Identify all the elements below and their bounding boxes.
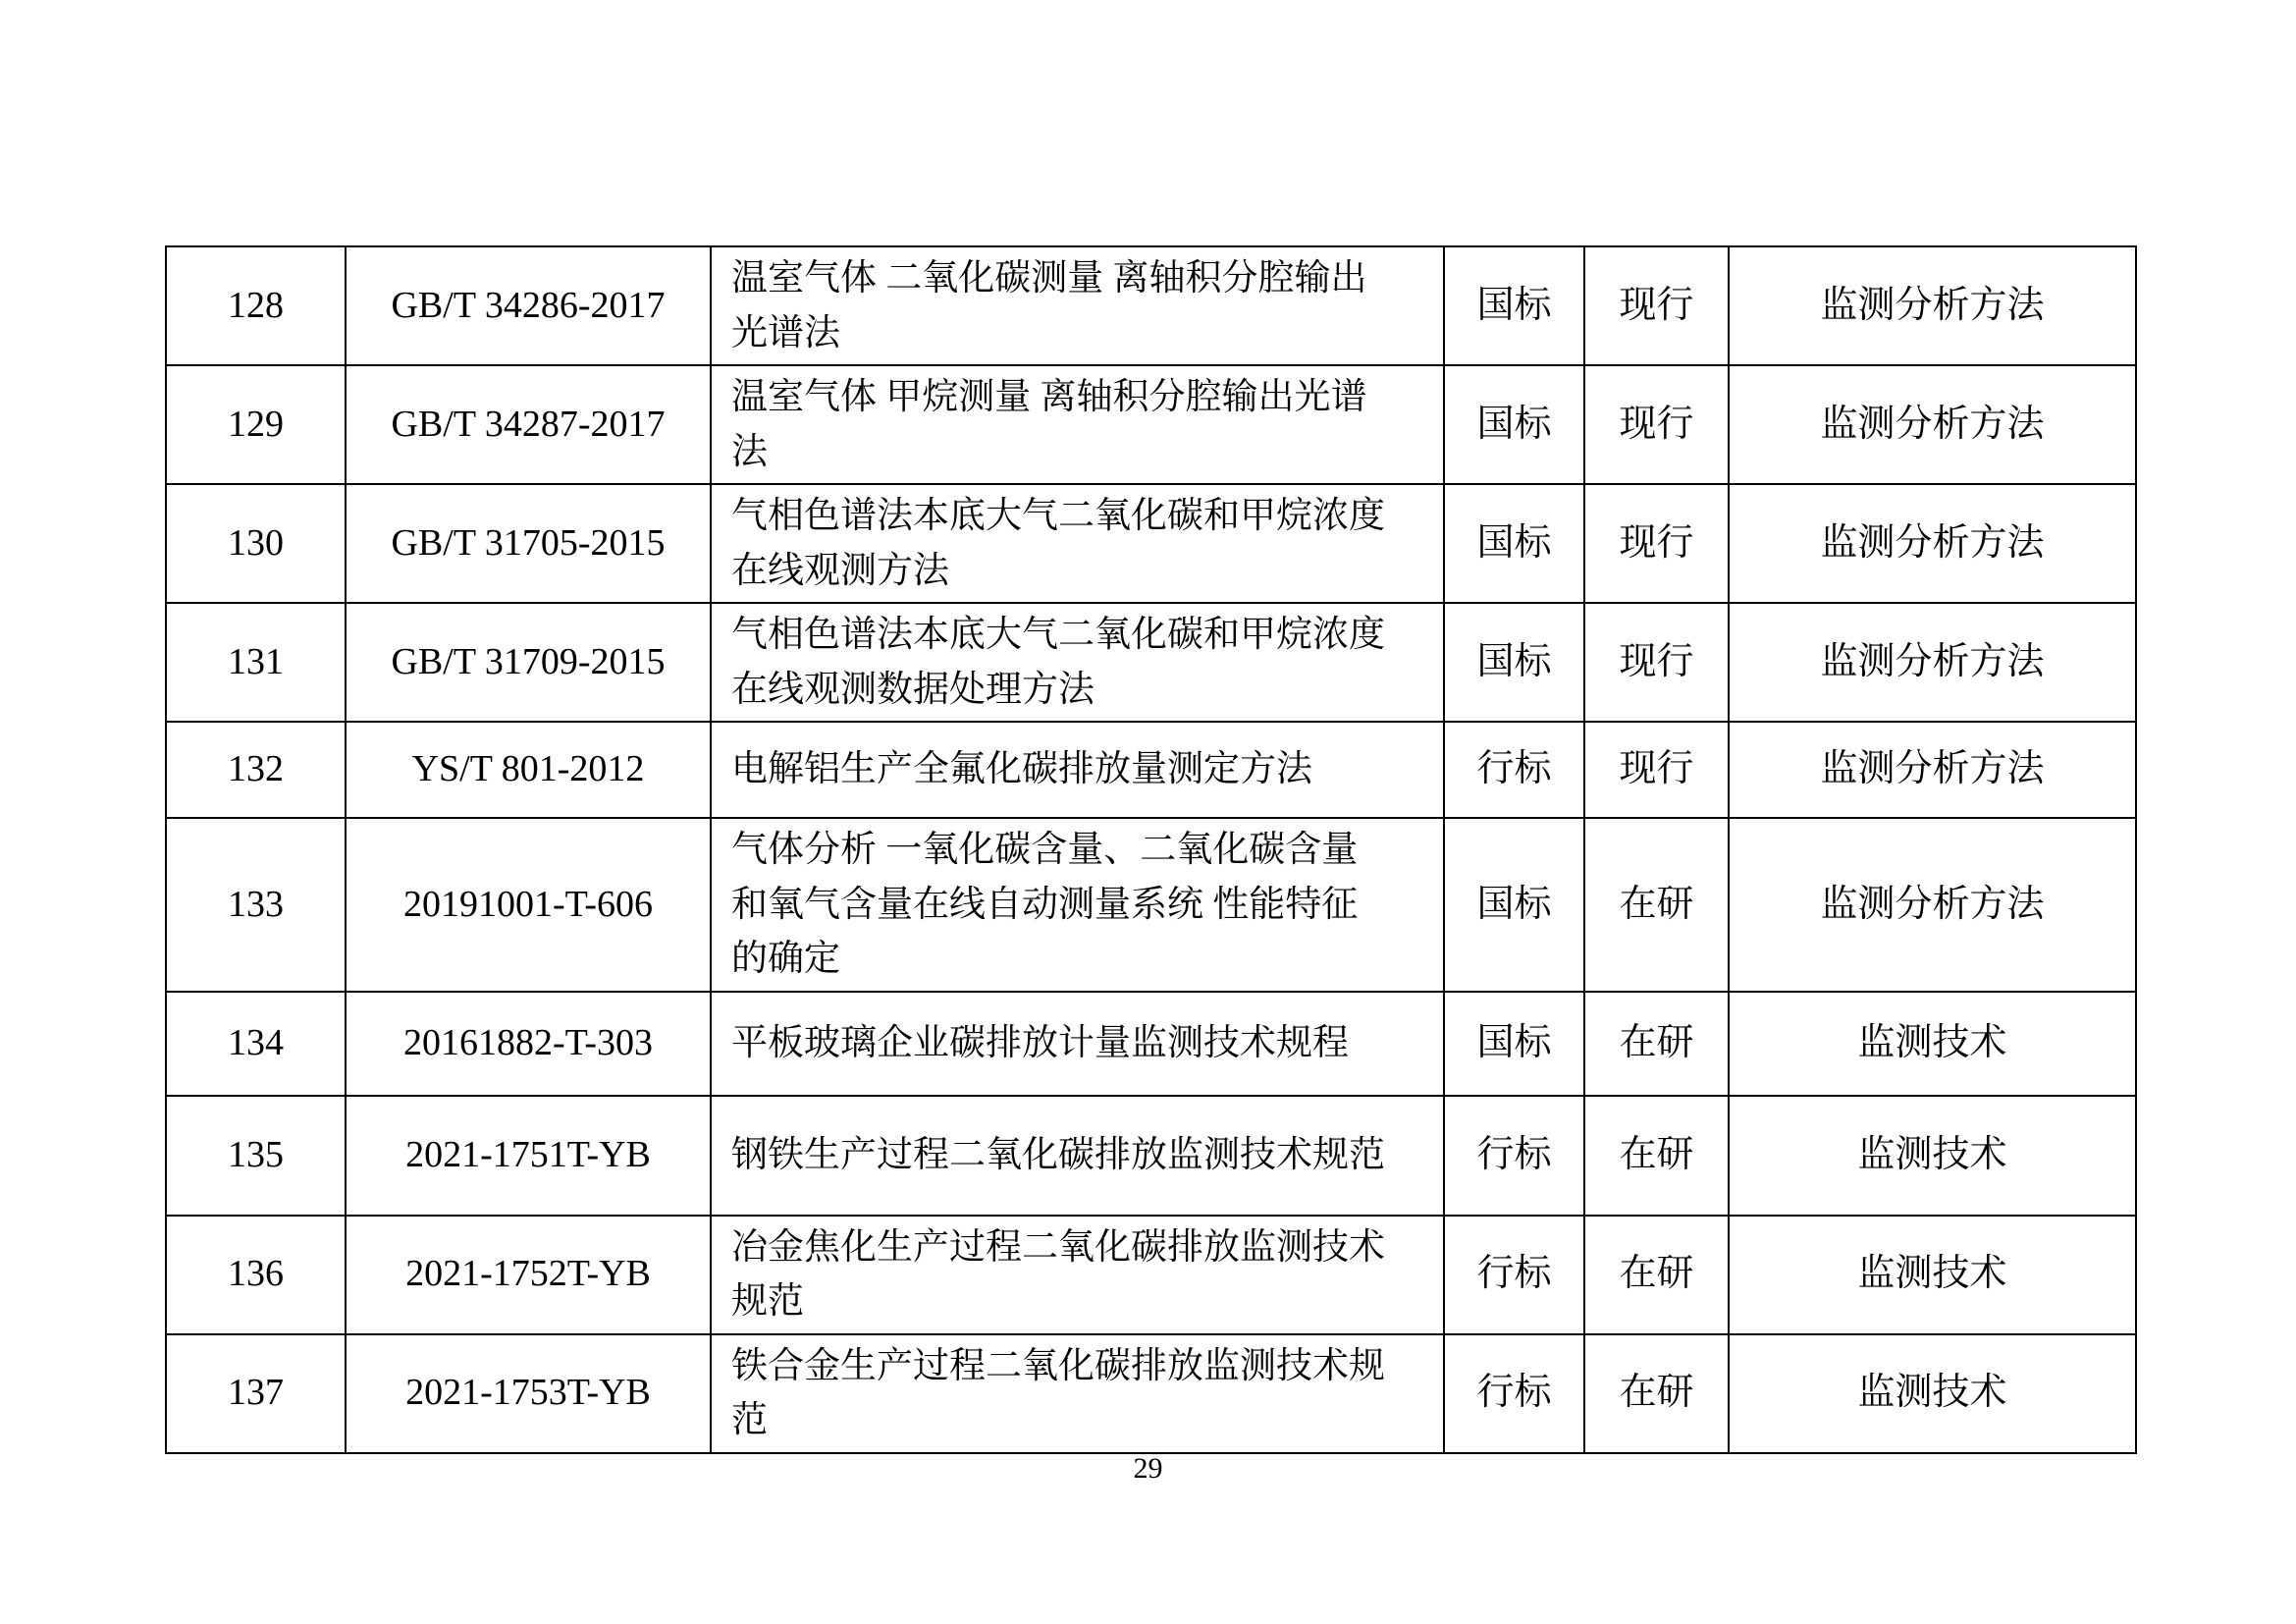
table-row — [166, 722, 2136, 818]
cell-standard-type: 国标 — [1444, 365, 1584, 484]
cell-code: GB/T 34287-2017 — [346, 365, 711, 484]
cell-code: 2021-1752T-YB — [346, 1216, 711, 1334]
cell-standard-type: 国标 — [1444, 603, 1584, 722]
cell-code: GB/T 31705-2015 — [346, 484, 711, 603]
cell-standard-type: 行标 — [1444, 1216, 1584, 1334]
cell-standard-name: 平板玻璃企业碳排放计量监测技术规程 — [711, 992, 1444, 1096]
cell-status: 在研 — [1584, 1216, 1729, 1334]
table-row — [166, 365, 2136, 484]
cell-number: 135 — [166, 1096, 346, 1216]
cell-standard-name: 钢铁生产过程二氧化碳排放监测技术规范 — [711, 1096, 1444, 1216]
cell-standard-type: 国标 — [1444, 246, 1584, 365]
cell-standard-type: 国标 — [1444, 818, 1584, 992]
cell-category: 监测分析方法 — [1729, 722, 2136, 818]
cell-standard-name: 铁合金生产过程二氧化碳排放监测技术规范 — [711, 1334, 1444, 1453]
standards-table-body — [166, 246, 2136, 1453]
table-row — [166, 1216, 2136, 1334]
cell-standard-name: 温室气体 二氧化碳测量 离轴积分腔输出光谱法 — [711, 246, 1444, 365]
table-row — [166, 484, 2136, 603]
cell-number: 131 — [166, 603, 346, 722]
cell-number: 128 — [166, 246, 346, 365]
cell-standard-name: 温室气体 甲烷测量 离轴积分腔输出光谱法 — [711, 365, 1444, 484]
cell-number: 129 — [166, 365, 346, 484]
cell-code: 2021-1751T-YB — [346, 1096, 711, 1216]
page-number: 29 — [1133, 1452, 1163, 1485]
cell-code: YS/T 801-2012 — [346, 722, 711, 818]
cell-code: 20161882-T-303 — [346, 992, 711, 1096]
cell-number: 130 — [166, 484, 346, 603]
cell-status: 现行 — [1584, 365, 1729, 484]
cell-number: 137 — [166, 1334, 346, 1453]
cell-category: 监测技术 — [1729, 1096, 2136, 1216]
cell-number: 133 — [166, 818, 346, 992]
table-row — [166, 246, 2136, 365]
cell-category: 监测分析方法 — [1729, 603, 2136, 722]
cell-standard-name: 电解铝生产全氟化碳排放量测定方法 — [711, 722, 1444, 818]
cell-standard-name: 气相色谱法本底大气二氧化碳和甲烷浓度在线观测方法 — [711, 484, 1444, 603]
cell-category: 监测分析方法 — [1729, 484, 2136, 603]
cell-status: 现行 — [1584, 484, 1729, 603]
table-row — [166, 1096, 2136, 1216]
cell-standard-type: 行标 — [1444, 1096, 1584, 1216]
cell-category: 监测分析方法 — [1729, 818, 2136, 992]
cell-standard-type: 国标 — [1444, 992, 1584, 1096]
cell-standard-type: 行标 — [1444, 722, 1584, 818]
cell-number: 132 — [166, 722, 346, 818]
cell-code: GB/T 31709-2015 — [346, 603, 711, 722]
cell-standard-name: 冶金焦化生产过程二氧化碳排放监测技术规范 — [711, 1216, 1444, 1334]
cell-status: 现行 — [1584, 603, 1729, 722]
cell-number: 136 — [166, 1216, 346, 1334]
cell-status: 在研 — [1584, 1096, 1729, 1216]
cell-standard-type: 国标 — [1444, 484, 1584, 603]
cell-status: 在研 — [1584, 1334, 1729, 1453]
cell-code: GB/T 34286-2017 — [346, 246, 711, 365]
table-row — [166, 818, 2136, 992]
cell-standard-type: 行标 — [1444, 1334, 1584, 1453]
cell-category: 监测分析方法 — [1729, 365, 2136, 484]
cell-standard-name: 气相色谱法本底大气二氧化碳和甲烷浓度在线观测数据处理方法 — [711, 603, 1444, 722]
cell-category: 监测分析方法 — [1729, 246, 2136, 365]
cell-number: 134 — [166, 992, 346, 1096]
cell-category: 监测技术 — [1729, 992, 2136, 1096]
cell-status: 现行 — [1584, 722, 1729, 818]
cell-status: 在研 — [1584, 818, 1729, 992]
cell-code: 2021-1753T-YB — [346, 1334, 711, 1453]
cell-standard-name: 气体分析 一氧化碳含量、二氧化碳含量和氧气含量在线自动测量系统 性能特征的确定 — [711, 818, 1444, 992]
cell-category: 监测技术 — [1729, 1334, 2136, 1453]
table-row — [166, 1334, 2136, 1453]
cell-code: 20191001-T-606 — [346, 818, 711, 992]
cell-category: 监测技术 — [1729, 1216, 2136, 1334]
cell-status: 在研 — [1584, 992, 1729, 1096]
table-row — [166, 992, 2136, 1096]
standards-table — [165, 245, 2137, 1454]
cell-status: 现行 — [1584, 246, 1729, 365]
table-row — [166, 603, 2136, 722]
